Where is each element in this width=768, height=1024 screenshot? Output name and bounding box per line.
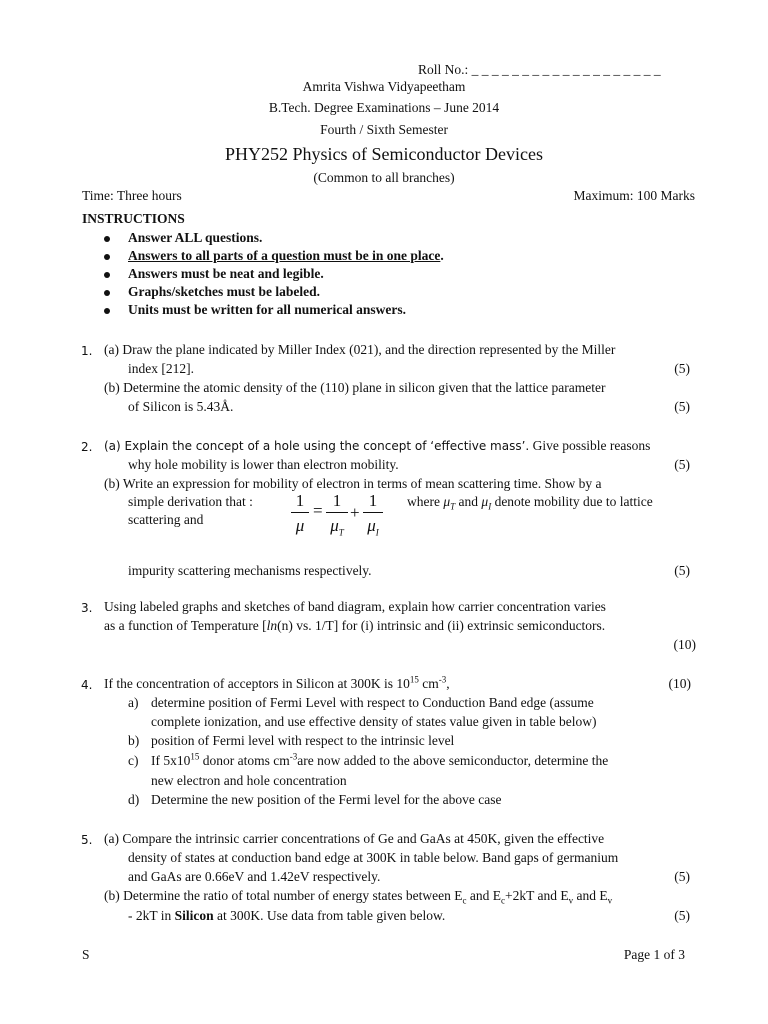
q2-b-line4: impurity scattering mechanisms respectively. (128, 563, 372, 578)
instruction-2: Answers to all parts of a question must be in one place. (128, 248, 444, 263)
equation-fraction-muI: 1 $\mu_I$ (363, 492, 383, 534)
roll-no: Roll No.: _ _ _ _ _ _ _ _ _ _ _ _ _ _ _ _ _ _ _ (418, 62, 661, 77)
q5-a-line1: (a) Compare the intrinsic carrier concentrations of Ge and GaAs at 450K, given the effective (104, 831, 605, 846)
instruction-3: Answers must be neat and legible. (128, 266, 324, 281)
q2-b-line3: scattering and (128, 512, 204, 527)
q4-d-line1: Determine the new position of the Fermi level for the above case (151, 792, 502, 807)
q5-b-marks: (5) (674, 908, 690, 923)
q3-line2: as a function of Temperature [ln(n) vs. 1/T] for (i) intrinsic and (ii) extrinsic semiconductors. (104, 618, 606, 633)
page-number: Page 1 of 3 (623, 947, 685, 962)
q4-a-label: a) (128, 695, 139, 710)
q2-a-line2: why hole mobility is lower than electron mobility. (128, 457, 399, 472)
equation-fraction-mu: 1 μ (291, 492, 309, 534)
instruction-4: Graphs/sketches must be labeled. (128, 284, 321, 299)
equation-equals: = (313, 501, 323, 520)
bullet-icon (104, 236, 110, 242)
q1-a-line2: index [212]. (128, 361, 194, 376)
q3-marks: (10) (673, 637, 696, 652)
q4-marks: (10) (668, 676, 691, 691)
question-number: 3. (81, 601, 93, 615)
bullet-icon (104, 290, 110, 296)
q2-b-line1: (b) Write an expression for mobility of electron in terms of mean scattering time. Show by a (104, 476, 602, 491)
common-note: (Common to all branches) (313, 170, 455, 185)
footer-left: S (82, 947, 90, 962)
question-number: 4. (81, 678, 93, 692)
bullet-icon (104, 308, 110, 314)
question-number: 1. (81, 344, 93, 358)
q4-line1: If the concentration of acceptors in Silicon at 300K is $10^{15}$ $cm^{-3}$, (104, 674, 450, 691)
instructions-title: INSTRUCTIONS (82, 211, 185, 226)
q4-a-line1: determine position of Fermi Level with respect to Conduction Band edge (assume (151, 695, 594, 710)
q2-a-line1: (a) Explain the concept of a hole using the concept of ‘effective mass’. Give possible reasons (104, 438, 651, 453)
q5-b-line1: (b) Determine the ratio of total number of energy states between $E_c$ and $E_c+2kT$ and $E_v$ and $E_v$ (104, 888, 613, 906)
instruction-5: Units must be written for all numerical answers. (128, 302, 406, 317)
q2-b-line2: simple derivation that : (128, 494, 253, 509)
equation-plus: + (350, 503, 360, 522)
equation-fraction-muT: 1 $\mu_T$ (326, 492, 348, 534)
q2-b-marks: (5) (674, 563, 690, 578)
q2-b-where: where $\mu_T$ and $\mu_I$ denote mobility due to lattice (407, 494, 653, 512)
course-title: PHY252 Physics of Semiconductor Devices (225, 144, 543, 164)
q4-c-label: c) (128, 753, 139, 768)
q4-c-line2: new electron and hole concentration (151, 773, 347, 788)
question-number: 5. (81, 833, 93, 847)
q5-a-line2: density of states at conduction band edge at 300K in table below. Band gaps of germanium (128, 850, 619, 865)
instruction-1: Answer ALL questions. (128, 230, 263, 245)
q1-b-line1: (b) Determine the atomic density of the (110) plane in silicon given that the lattice parameter (104, 380, 606, 395)
semester: Fourth / Sixth Semester (320, 122, 448, 137)
max-marks: Maximum: 100 Marks (573, 188, 695, 203)
q1-a-line1: (a) Draw the plane indicated by Miller Index (021), and the direction represented by the Miller (104, 342, 616, 357)
q5-b-line2: - 2kT in Silicon at 300K. Use data from table given below. (128, 908, 446, 923)
q5-a-marks: (5) (674, 869, 690, 884)
q4-d-label: d) (128, 792, 140, 807)
q1-b-marks: (5) (674, 399, 690, 414)
q4-c-line1: If $5x10^{15}$ donor atoms $cm^{-3}are$ now added to the above semiconductor, determine the (151, 751, 609, 768)
bullet-icon (104, 272, 110, 278)
bullet-icon (104, 254, 110, 260)
time-label: Time: Three hours (82, 188, 182, 203)
exam-title: B.Tech. Degree Examinations – June 2014 (268, 100, 500, 115)
q4-a-line2: complete ionization, and use effective density of states value given in table below) (151, 714, 597, 729)
q2-a-marks: (5) (674, 457, 690, 472)
question-number: 2. (81, 440, 93, 454)
q1-a-marks: (5) (674, 361, 690, 376)
q3-line1: Using labeled graphs and sketches of band diagram, explain how carrier concentration varies (104, 599, 606, 614)
q1-b-line2: of Silicon is 5.43Å. (128, 399, 234, 414)
q4-b-line1: position of Fermi level with respect to the intrinsic level (151, 733, 455, 748)
q4-b-label: b) (128, 733, 140, 748)
q5-a-line3: and GaAs are 0.66eV and 1.42eV respectively. (128, 869, 381, 884)
university-name: Amrita Vishwa Vidyapeetham (302, 79, 466, 94)
